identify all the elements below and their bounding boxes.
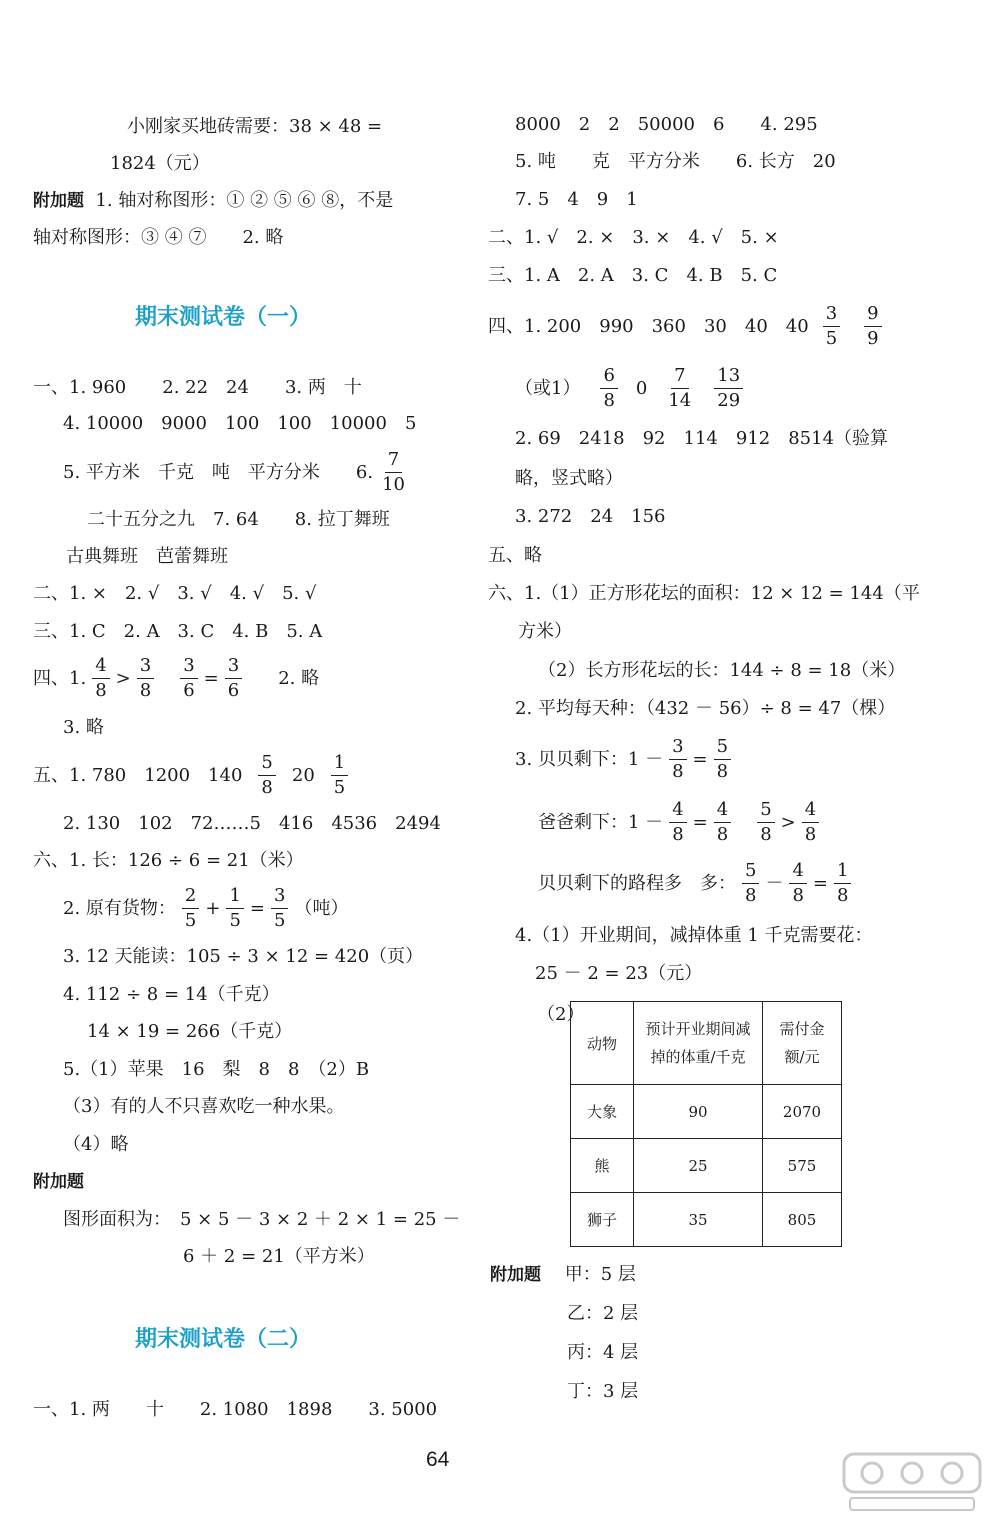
text-span: 2. 略 xyxy=(278,667,320,689)
page-number: 64 xyxy=(426,1448,450,1471)
text-span: 贝贝剩下的路程多 多： xyxy=(538,872,736,894)
text-span: 四、1. 200 990 360 30 40 40 xyxy=(488,315,809,337)
table-cell: 熊 xyxy=(571,1139,634,1193)
fraction: $\frac{5}{8}$ xyxy=(258,754,275,797)
text-line: 一、1. 960 2. 22 24 3. 两 十 xyxy=(33,377,362,398)
text-line: 5.（1）苹果 16 梨 8 8 （2）B xyxy=(63,1059,370,1080)
fraction: $\frac{3}{5}$ xyxy=(823,305,840,348)
text-line: （2） xyxy=(537,1004,585,1025)
text-line: 4.（1）开业期间，减掉体重 1 千克需要花： xyxy=(515,925,873,946)
section-title: 期末测试卷（一） xyxy=(135,305,312,330)
text-span: 20 xyxy=(291,764,315,786)
operator: > xyxy=(115,667,131,689)
text-line: 丁：3 层 xyxy=(567,1381,639,1402)
text-line: 7. 5 4 9 1 xyxy=(515,189,638,210)
fraction: $\frac{13}{29}$ xyxy=(714,367,743,410)
text-line: 二、1. √ 2. × 3. × 4. √ 5. × xyxy=(488,227,779,248)
operator: = xyxy=(692,811,708,833)
text-line: 六、1.（1）正方形花坛的面积：12 × 12 = 144（平 xyxy=(488,583,920,604)
table-header-cell: 预计开业期间减 掉的体重/千克 xyxy=(634,1002,763,1085)
text-span: 甲：5 层 xyxy=(564,1264,636,1285)
text-line xyxy=(515,738,737,781)
text-line: 1824（元） xyxy=(110,153,210,174)
text-line: 25 － 2 = 23（元） xyxy=(535,963,703,984)
text-line: （3）有的人不只喜欢吃一种水果。 xyxy=(63,1096,345,1117)
text-line: 乙：2 层 xyxy=(567,1303,639,1324)
fraction: $\frac{7}{10}$ xyxy=(382,449,405,495)
text-span: 爸爸剩下：1 － xyxy=(538,811,664,833)
text-line: 五、略 xyxy=(488,545,542,566)
text-line: 小刚家买地砖需要：38 × 48 = xyxy=(127,116,383,137)
fraction: $\frac{3}{8}$ xyxy=(669,738,686,781)
section-label: 附加题 xyxy=(33,1172,84,1192)
text-line: 三、1. C 2. A 3. C 4. B 5. A xyxy=(33,621,323,642)
text-line: 六、1. 长：126 ÷ 6 = 21（米） xyxy=(33,850,304,871)
fraction: $\frac{5}{8}$ xyxy=(757,801,774,844)
fraction: $\frac{2}{5}$ xyxy=(182,887,199,930)
text-span: 5. 平方米 千克 吨 平方分米 6. xyxy=(63,461,374,483)
text-span: 2. 原有货物： xyxy=(63,897,176,919)
text-line xyxy=(63,451,414,494)
text-span: （或1） xyxy=(515,377,581,399)
table-cell: 805 xyxy=(763,1193,842,1247)
fraction: $\frac{3}{6}$ xyxy=(180,657,197,700)
fraction: $\frac{1}{5}$ xyxy=(331,754,348,797)
table-cell: 2070 xyxy=(763,1085,842,1139)
text-line: 4. 112 ÷ 8 = 14（千克） xyxy=(63,984,280,1005)
table-cell: 25 xyxy=(634,1139,763,1193)
text-line: 3. 272 24 156 xyxy=(515,506,666,527)
text-span: （吨） xyxy=(294,897,349,919)
fraction: $\frac{4}{8}$ xyxy=(669,801,686,844)
text-line: 2. 69 2418 92 114 912 8514（验算 xyxy=(515,428,889,449)
fraction: $\frac{1}{5}$ xyxy=(226,887,243,930)
text-line xyxy=(490,1266,636,1284)
table-cell: 大象 xyxy=(571,1085,634,1139)
text-line: （4）略 xyxy=(63,1134,129,1155)
table-cell: 90 xyxy=(634,1085,763,1139)
operator: － xyxy=(765,872,784,894)
table-row xyxy=(571,1139,842,1193)
table-row xyxy=(571,1085,842,1139)
operator: = xyxy=(249,897,265,919)
text-line: 14 × 19 = 266（千克） xyxy=(87,1021,293,1042)
text-span: 五、1. 780 1200 140 xyxy=(33,764,243,786)
fraction: $\frac{3}{8}$ xyxy=(137,657,154,700)
text-line: （2）长方形花坛的长：144 ÷ 8 = 18（米） xyxy=(538,660,906,681)
text-line: 6 ＋ 2 = 21（平方米） xyxy=(183,1246,375,1267)
text-line xyxy=(538,801,825,844)
table-header-cell: 需付金 额/元 xyxy=(763,1002,842,1085)
fraction: $\frac{9}{9}$ xyxy=(864,305,881,348)
text-span: 0 xyxy=(635,377,648,399)
text-span: 四、1. xyxy=(33,667,87,689)
fraction: $\frac{5}{8}$ xyxy=(742,862,759,905)
answer-table xyxy=(570,1001,842,1247)
table-row xyxy=(571,1193,842,1247)
section-label: 附加题 xyxy=(490,1265,541,1285)
fraction: $\frac{4}{8}$ xyxy=(802,801,819,844)
text-line: 一、1. 两 十 2. 1080 1898 3. 5000 xyxy=(33,1399,438,1420)
table-cell: 575 xyxy=(763,1139,842,1193)
text-line xyxy=(63,887,348,930)
text-line: 2. 平均每天种：（432 － 56）÷ 8 = 47（棵） xyxy=(515,698,896,719)
text-line: 4. 10000 9000 100 100 10000 5 xyxy=(63,413,417,434)
operator: = xyxy=(203,667,219,689)
fraction: $\frac{1}{8}$ xyxy=(834,862,851,905)
text-line: 古典舞班 芭蕾舞班 xyxy=(66,546,228,567)
fraction: $\frac{5}{8}$ xyxy=(714,738,731,781)
text-line: 5. 吨 克 平方分米 6. 长方 20 xyxy=(515,151,836,172)
text-line: 二十五分之九 7. 64 8. 拉丁舞班 xyxy=(87,509,390,530)
table-cell: 35 xyxy=(634,1193,763,1247)
fraction: $\frac{4}{8}$ xyxy=(714,801,731,844)
text-line: 图形面积为： 5 × 5 － 3 × 2 ＋ 2 × 1 = 25 － xyxy=(63,1209,461,1230)
text-line: 2. 130 102 72……5 416 4536 2494 xyxy=(63,813,441,834)
text-line xyxy=(33,192,393,210)
text-line xyxy=(488,305,888,348)
operator: = xyxy=(812,872,828,894)
text-line xyxy=(33,754,354,797)
fraction: $\frac{4}{8}$ xyxy=(789,862,806,905)
text-line: 3. 12 天能读：105 ÷ 3 × 12 = 420（页） xyxy=(63,946,424,967)
fraction: $\frac{6}{8}$ xyxy=(600,367,617,410)
text-line: 方米） xyxy=(518,621,572,642)
table-header-cell: 动物 xyxy=(571,1002,634,1085)
text-line: 三、1. A 2. A 3. C 4. B 5. C xyxy=(488,265,778,286)
operator: + xyxy=(205,897,221,919)
text-line: 轴对称图形：③ ④ ⑦ 2. 略 xyxy=(33,227,284,248)
watermark-logo xyxy=(842,1450,982,1514)
fraction: $\frac{3}{6}$ xyxy=(225,657,242,700)
fraction: $\frac{4}{8}$ xyxy=(92,657,109,700)
fraction: $\frac{3}{5}$ xyxy=(271,887,288,930)
section-label: 附加题 xyxy=(33,191,84,211)
text-line: 丙：4 层 xyxy=(567,1342,639,1363)
text-span: 3. 贝贝剩下：1 － xyxy=(515,748,664,770)
text-span: 1. 轴对称图形：① ② ⑤ ⑥ ⑧，不是 xyxy=(95,190,394,211)
operator: = xyxy=(692,748,708,770)
table-header-row xyxy=(571,1002,842,1085)
text-line: 二、1. × 2. √ 3. √ 4. √ 5. √ xyxy=(33,583,317,604)
text-line: 略，竖式略） xyxy=(515,468,623,489)
text-line xyxy=(33,657,319,700)
section-title: 期末测试卷（二） xyxy=(135,1327,312,1352)
fraction: $\frac{7}{14}$ xyxy=(668,365,692,411)
text-line: 8000 2 2 50000 6 4. 295 xyxy=(515,114,818,135)
text-line xyxy=(538,862,857,905)
text-line: 3. 略 xyxy=(63,717,104,738)
text-line xyxy=(515,367,749,410)
operator: > xyxy=(780,811,796,833)
table-cell: 狮子 xyxy=(571,1193,634,1247)
